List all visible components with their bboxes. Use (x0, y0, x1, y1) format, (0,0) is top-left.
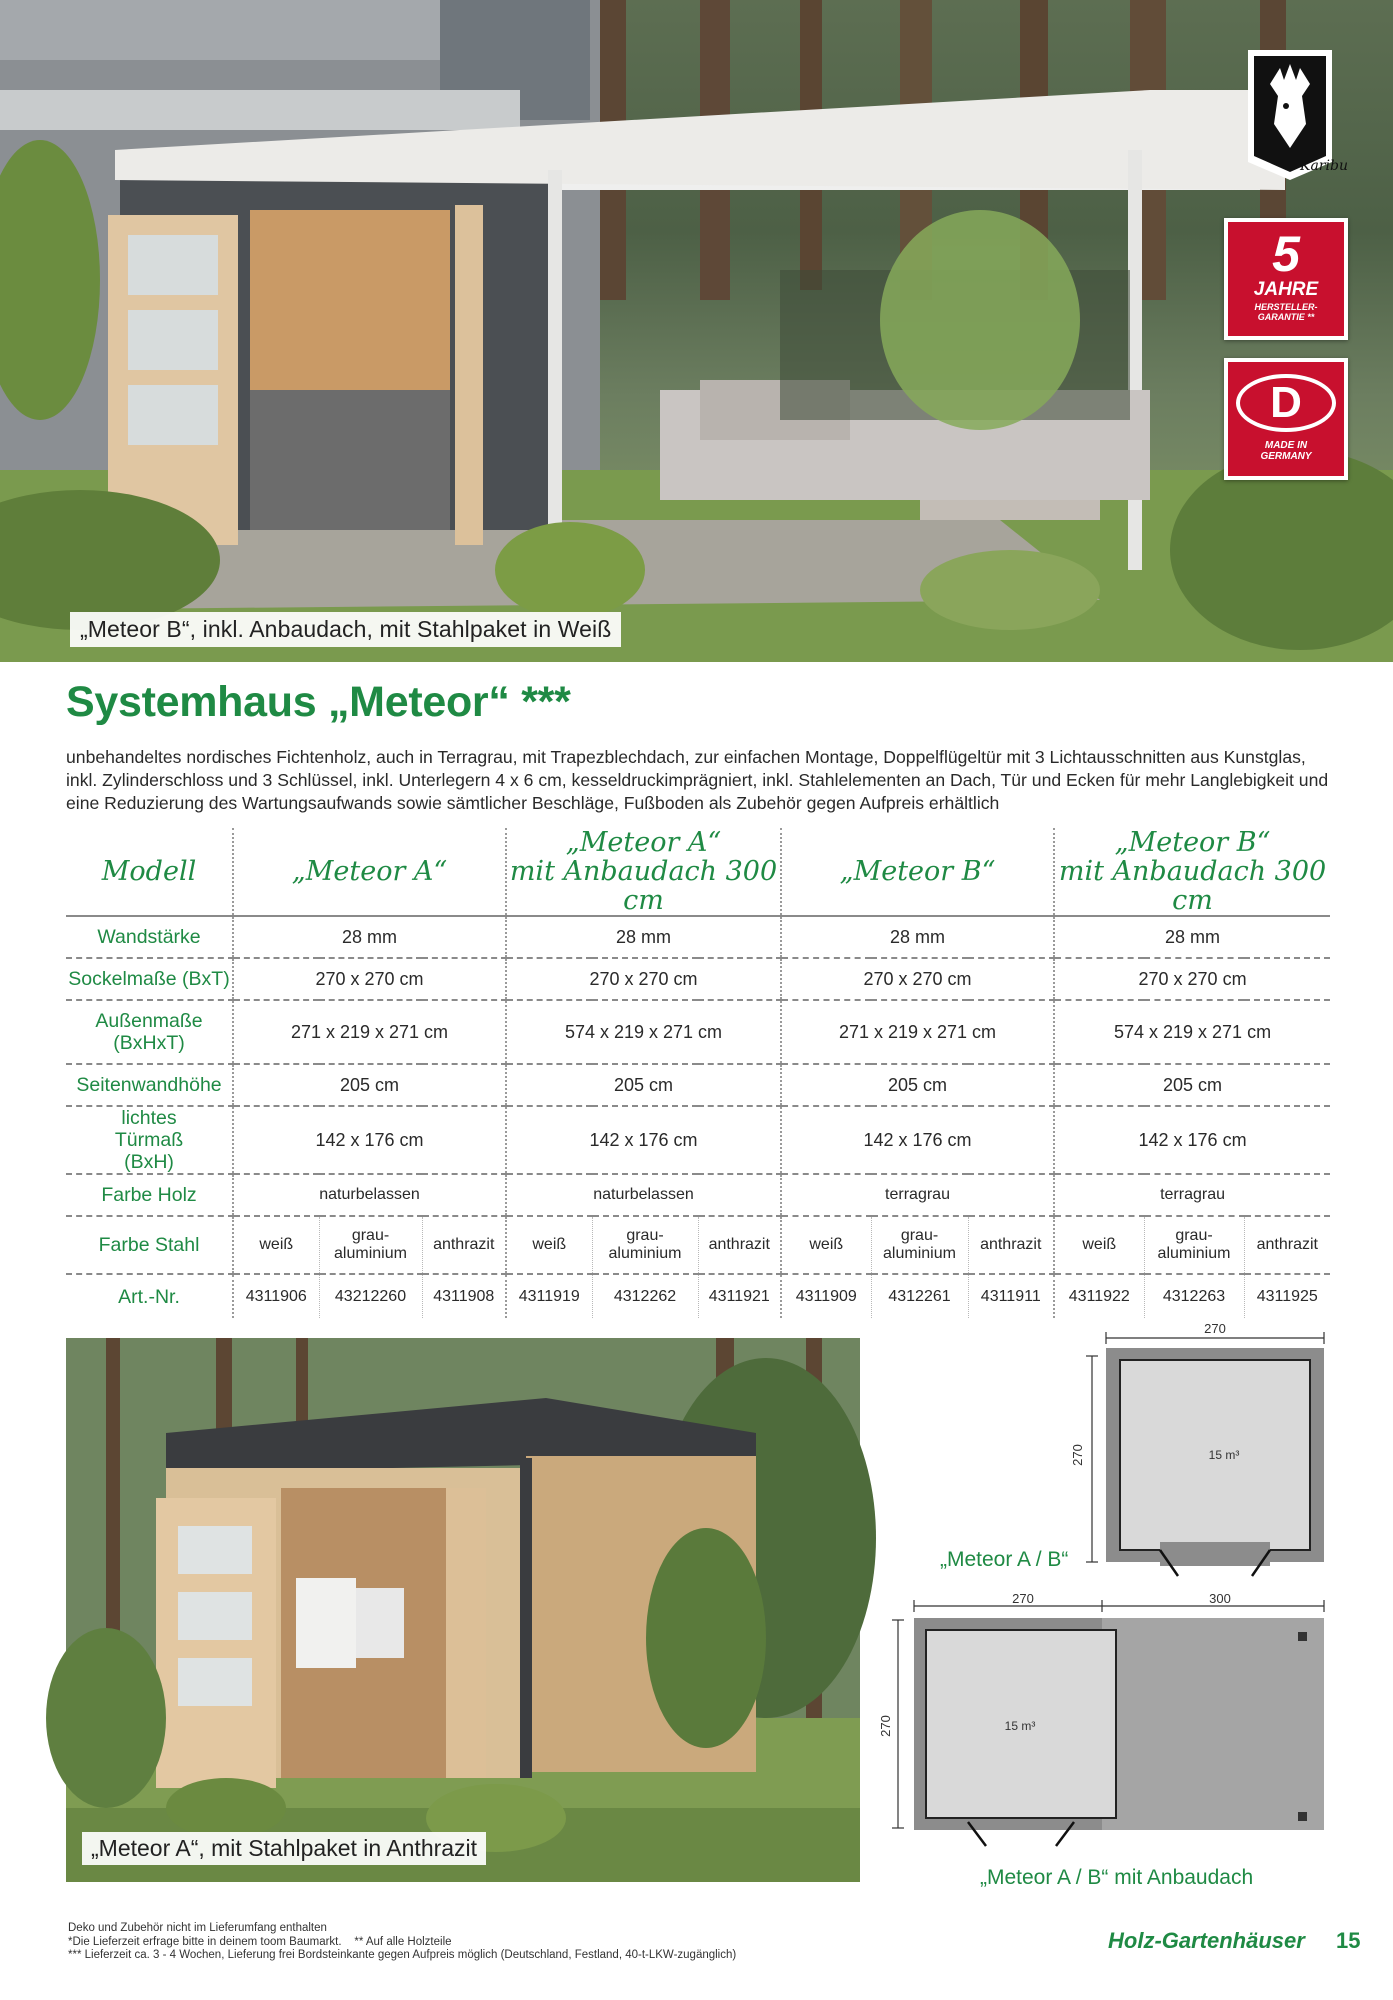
country-code: D (1236, 374, 1336, 432)
plan2-width-label: 270 (1012, 1591, 1034, 1606)
article-number-row (66, 1274, 1330, 1318)
table-cell: 205 cm (233, 1064, 506, 1106)
table-cell: 574 x 219 x 271 cm (506, 1000, 781, 1064)
model-meteor-b-anbaudach: „Meteor B“ mit Anbaudach 300 cm (1054, 828, 1330, 916)
product-description: unbehandeltes nordisches Fichtenholz, auch in Terragrau, mit Trapezblechdach, zur einfachen Montage, Doppelflügeltür mit 3 Lichtausschnitten aus Kunstglas, inkl. Zylinderschloss und 3 Schlüssel, inkl. Unterlegern 4 x 6 cm, kesseldruckimprägniert, inkl. Stahlelementen an Dach, Tür und Ecken für mehr Langlebigkeit und eine Reduzierung des Wartungsaufwands sowie sämtlicher Beschläge, Fußboden als Zubehör gegen Aufpreis erhältlich (66, 747, 1329, 813)
table-row (66, 1106, 1330, 1174)
table-row (66, 1064, 1330, 1106)
plan2-caption: „Meteor A / B“ mit Anbaudach (980, 1866, 1254, 1889)
plan2-area: 15 m³ (1004, 1719, 1036, 1733)
steel-color-cell: weiß (233, 1216, 319, 1274)
row-label: Außenmaße (BxHxT) (66, 1000, 233, 1064)
steel-color-cell: anthrazit (422, 1216, 506, 1274)
made-in-germany-badge (1224, 358, 1348, 480)
article-number: 4311925 (1244, 1274, 1330, 1318)
bottom-photo-caption: „Meteor A“, mit Stahlpaket in Anthrazit (82, 1832, 486, 1865)
steel-color-cell: weiß (506, 1216, 592, 1274)
floor-plans (880, 1316, 1340, 1896)
table-cell: terragrau (1054, 1174, 1330, 1216)
table-row (66, 958, 1330, 1000)
made-in-line2: GERMANY (1260, 451, 1312, 462)
footnote-line: Deko und Zubehör nicht im Lieferumfang enthalten (68, 1922, 327, 1934)
row-label: Sockelmaße (BxT) (66, 958, 233, 1000)
plan1-width-label: 270 (1204, 1321, 1226, 1336)
table-row (66, 1174, 1330, 1216)
plan1-caption: „Meteor A / B“ (940, 1548, 1069, 1571)
model-header-row (66, 828, 1330, 916)
hero-caption: „Meteor B“, inkl. Anbaudach, mit Stahlpaket in Weiß (70, 612, 621, 647)
table-cell: 28 mm (1054, 916, 1330, 958)
article-number: 4311922 (1054, 1274, 1144, 1318)
table-cell: 270 x 270 cm (1054, 958, 1330, 1000)
model-meteor-a-anbaudach: „Meteor A“ mit Anbaudach 300 cm (506, 828, 781, 916)
table-cell: 270 x 270 cm (781, 958, 1054, 1000)
table-row (66, 1000, 1330, 1064)
table-cell: 28 mm (781, 916, 1054, 958)
steel-color-cell: grau-aluminium (1144, 1216, 1244, 1274)
row-label: Farbe Holz (66, 1174, 233, 1216)
row-label: Seitenwandhöhe (66, 1064, 233, 1106)
model-label: Modell (101, 856, 197, 887)
steel-color-cell: anthrazit (968, 1216, 1054, 1274)
steel-color-cell: anthrazit (698, 1216, 781, 1274)
table-cell: 142 x 176 cm (781, 1106, 1054, 1174)
article-number: 4311919 (506, 1274, 592, 1318)
row-label: Wandstärke (66, 916, 233, 958)
table-cell: 28 mm (506, 916, 781, 958)
table-cell: 205 cm (506, 1064, 781, 1106)
made-in-line1: MADE IN (1264, 440, 1308, 451)
article-number: 4311909 (781, 1274, 871, 1318)
plan2-depth-label: 270 (878, 1715, 893, 1737)
table-cell: 574 x 219 x 271 cm (1054, 1000, 1330, 1064)
table-cell: 205 cm (781, 1064, 1054, 1106)
meteor-a-scene-illustration (66, 1338, 860, 1882)
article-number: 4311911 (968, 1274, 1054, 1318)
article-number: 4312261 (871, 1274, 968, 1318)
plan1-depth-label: 270 (1070, 1444, 1085, 1466)
table-cell: 142 x 176 cm (1054, 1106, 1330, 1174)
karibu-logo-text: Karibu (1300, 158, 1348, 174)
steel-color-cell: weiß (1054, 1216, 1144, 1274)
section-title: Holz-Gartenhäuser (1108, 1928, 1305, 1953)
warranty-line2: GARANTIE ** (1257, 312, 1315, 322)
article-number: 4312263 (1144, 1274, 1244, 1318)
table-cell: naturbelassen (233, 1174, 506, 1216)
steel-color-cell: grau-aluminium (871, 1216, 968, 1274)
row-label: Art.-Nr. (66, 1274, 233, 1318)
model-meteor-a: „Meteor A“ (233, 828, 506, 916)
table-cell: 270 x 270 cm (506, 958, 781, 1000)
steel-color-row (66, 1216, 1330, 1274)
article-number: 4311921 (698, 1274, 781, 1318)
plan2-roof-label: 300 (1209, 1591, 1231, 1606)
floor-plan-meteor-anbaudach (878, 1591, 1324, 1846)
floor-plan-meteor (1070, 1321, 1324, 1576)
steel-color-cell: grau-aluminium (592, 1216, 698, 1274)
table-row (66, 916, 1330, 958)
article-number: 4311906 (233, 1274, 319, 1318)
table-cell: 270 x 270 cm (233, 958, 506, 1000)
table-cell: naturbelassen (506, 1174, 781, 1216)
warranty-number: 5 (1272, 226, 1300, 282)
table-cell: 271 x 219 x 271 cm (781, 1000, 1054, 1064)
table-cell: 205 cm (1054, 1064, 1330, 1106)
steel-color-cell: anthrazit (1244, 1216, 1330, 1274)
hero-photo (0, 0, 1393, 662)
article-number: 4312262 (592, 1274, 698, 1318)
row-label: lichtes Türmaß (BxH) (66, 1106, 233, 1174)
table-cell: terragrau (781, 1174, 1054, 1216)
steel-color-cell: grau-aluminium (319, 1216, 422, 1274)
footnotes (68, 1922, 736, 1963)
steel-color-cell: weiß (781, 1216, 871, 1274)
footnote-line: *** Lieferzeit ca. 3 - 4 Wochen, Lieferung frei Bordsteinkante gegen Aufpreis möglich (Deutschland, Festland, 40-t-LKW-zugänglich) (68, 1949, 737, 1961)
warranty-badge (1224, 218, 1348, 340)
row-label: Farbe Stahl (66, 1216, 233, 1274)
footnote-line: *Die Lieferzeit erfrage bitte in deinem toom Baumarkt. ** Auf alle Holzteile (68, 1935, 452, 1948)
warranty-word: JAHRE (1253, 279, 1319, 300)
article-number: 43212260 (319, 1274, 422, 1318)
article-number: 4311908 (422, 1274, 506, 1318)
table-cell: 142 x 176 cm (233, 1106, 506, 1174)
page-number: 15 (1336, 1928, 1361, 1953)
spec-table (66, 828, 1330, 1318)
model-meteor-b: „Meteor B“ (781, 828, 1054, 916)
warranty-line1: HERSTELLER- (1254, 302, 1318, 312)
page-title: Systemhaus „Meteor“ *** (66, 678, 571, 726)
bottom-photo (66, 1338, 860, 1882)
hero-scene-illustration (0, 0, 1393, 662)
table-cell: 142 x 176 cm (506, 1106, 781, 1174)
plan1-area: 15 m³ (1208, 1448, 1240, 1462)
table-cell: 28 mm (233, 916, 506, 958)
table-cell: 271 x 219 x 271 cm (233, 1000, 506, 1064)
